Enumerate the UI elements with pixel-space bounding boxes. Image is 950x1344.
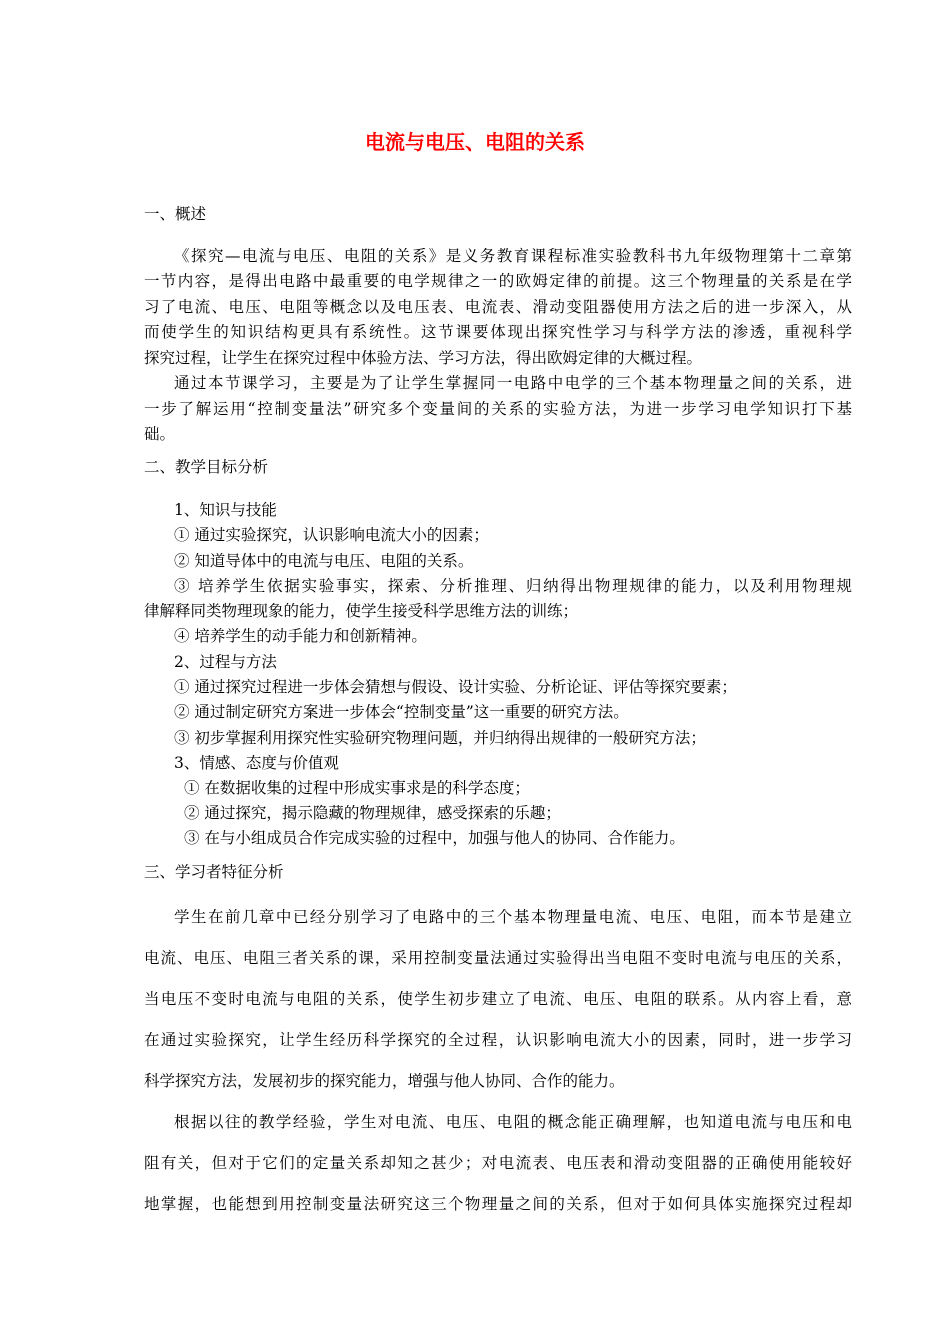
paragraph-line: 通过本节课学习，主要是为了让学生掌握同一电路中电学的三个基本物理量之间的关系，进 — [174, 374, 852, 392]
goal-subheading: 3、情感、态度与价值观 — [174, 754, 339, 772]
paragraph-line: 一步了解运用“控制变量法”研究多个变量间的关系的实验方法，为进一步学习电学知识打下基 — [144, 400, 852, 418]
goal-item: ③ 在与小组成员合作完成实验的过程中，加强与他人的协同、合作能力。 — [184, 829, 685, 847]
paragraph-line: 学生在前几章中已经分别学习了电路中的三个基本物理量电流、电压、电阻，而本节是建立 — [174, 908, 852, 926]
goal-subheading: 1、知识与技能 — [174, 501, 277, 519]
paragraph-line: 习了电流、电压、电阻等概念以及电压表、电流表、滑动变阻器使用方法之后的进一步深入，从 — [144, 298, 852, 316]
section-heading-overview: 一、概述 — [144, 205, 207, 223]
paragraph-line: 当电压不变时电流与电阻的关系，使学生初步建立了电流、电压、电阻的联系。从内容上看，意 — [144, 990, 852, 1008]
paragraph-line: 《探究—电流与电压、电阻的关系》是义务教育课程标准实验教科书九年级物理第十二章第 — [174, 247, 852, 265]
goal-item: ④ 培养学生的动手能力和创新精神。 — [174, 627, 427, 645]
goal-item: ③ 初步掌握利用探究性实验研究物理问题，并归纳得出规律的一般研究方法； — [174, 729, 706, 747]
goal-item: ③ 培养学生依据实验事实，探索、分析推理、归纳得出物理规律的能力，以及利用物理规 — [174, 577, 852, 595]
goal-subheading: 2、过程与方法 — [174, 653, 277, 671]
paragraph-line: 地掌握，也能想到用控制变量法研究这三个物理量之间的关系，但对于如何具体实施探究过程却 — [144, 1195, 852, 1213]
paragraph-line: 科学探究方法，发展初步的探究能力，增强与他人协同、合作的能力。 — [144, 1072, 625, 1090]
paragraph-line: 础。 — [144, 425, 176, 443]
paragraph-line: 一节内容，是得出电路中最重要的电学规律之一的欧姆定律的前提。这三个物理量的关系是在学 — [144, 272, 852, 290]
goal-item: ② 知道导体中的电流与电压、电阻的关系。 — [174, 552, 474, 570]
goal-item: ② 通过制定研究方案进一步体会“控制变量”这一重要的研究方法。 — [174, 703, 629, 721]
goal-item: ① 在数据收集的过程中形成实事求是的科学态度； — [184, 779, 530, 797]
goal-item-continuation: 律解释同类物理现象的能力，使学生接受科学思维方法的训练； — [144, 602, 579, 620]
goal-item: ② 通过探究，揭示隐藏的物理规律，感受探索的乐趣； — [184, 804, 561, 822]
document-title: 电流与电压、电阻的关系 — [365, 130, 585, 154]
paragraph-line: 根据以往的教学经验，学生对电流、电压、电阻的概念能正确理解，也知道电流与电压和电 — [174, 1113, 852, 1131]
goal-item: ① 通过实验探究，认识影响电流大小的因素； — [174, 526, 489, 544]
paragraph-line: 探究过程，让学生在探究过程中体验方法、学习方法，得出欧姆定律的大概过程。 — [144, 349, 703, 367]
paragraph-line: 在通过实验探究，让学生经历科学探究的全过程，认识影响电流大小的因素，同时，进一步学习 — [144, 1031, 852, 1049]
paragraph-line: 电流、电压、电阻三者关系的课，采用控制变量法通过实验得出当电阻不变时电流与电压的关系， — [144, 949, 852, 967]
section-heading-teaching-goals: 二、教学目标分析 — [144, 458, 269, 476]
goal-item: ① 通过探究过程进一步体会猜想与假设、设计实验、分析论证、评估等探究要素； — [174, 678, 737, 696]
paragraph-line: 阻有关，但对于它们的定量关系却知之甚少；对电流表、电压表和滑动变阻器的正确使用能较好 — [144, 1154, 852, 1172]
paragraph-line: 而使学生的知识结构更具有系统性。这节课要体现出探究性学习与科学方法的渗透，重视科学 — [144, 323, 852, 341]
section-heading-learner-analysis: 三、学习者特征分析 — [144, 863, 284, 881]
